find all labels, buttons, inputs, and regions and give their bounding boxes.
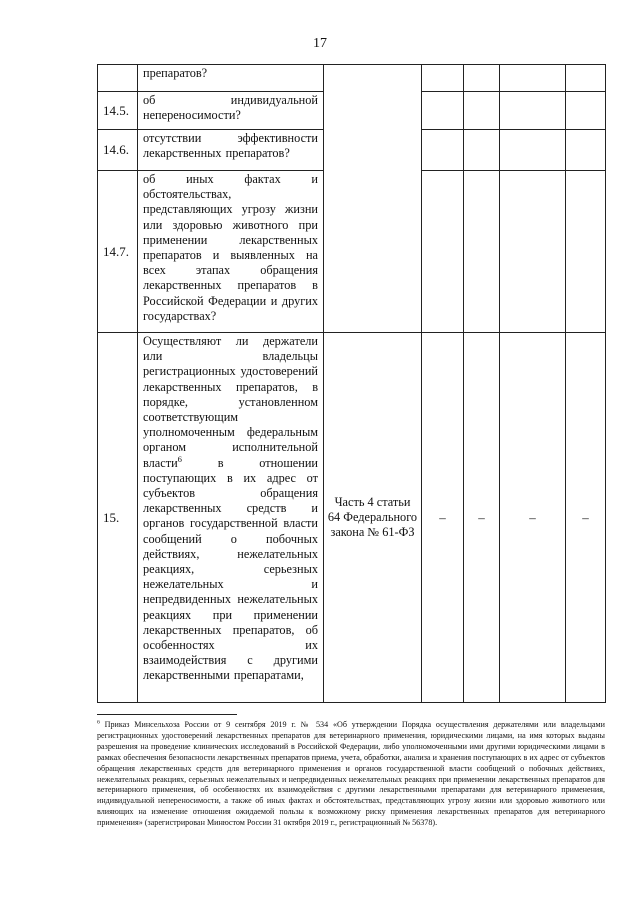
row-question: об иных фактах и обстоятельствах, представляющих угрозу жизни или здоровью животного при применении лекарственных препаратов и выявленных на всех этапах обращения лекарственных препаратов в Российской Федерации и других государствах?: [138, 171, 324, 333]
footnote-reference: 6: [177, 453, 182, 464]
page-number: 17: [313, 36, 327, 51]
answer-yes-cell: [422, 92, 464, 130]
answer-note-cell: [566, 92, 606, 130]
answer-not-applicable-cell: [500, 65, 566, 92]
row-question: отсутствии эффективности лекарственных препаратов?: [138, 130, 324, 171]
answer-yes-cell: [422, 65, 464, 92]
answer-yes-cell: –: [422, 333, 464, 703]
answer-not-applicable-cell: [500, 130, 566, 171]
row-question: об индивидуальной непереносимости?: [138, 92, 324, 130]
answer-no-cell: [464, 171, 500, 333]
answer-no-cell: [464, 130, 500, 171]
footnote-marker: 6: [97, 719, 100, 726]
answer-note-cell: –: [566, 333, 606, 703]
footnote: [97, 720, 605, 829]
row-question-part-1: Осуществляют ли держатели или владельцы регистрационных удостоверений лекарственных препаратов, в порядке, установленном соответствующим уполномоченным федеральным органом исполнительной власти: [143, 334, 318, 470]
answer-note-cell: [566, 130, 606, 171]
row-question: препаратов?: [138, 65, 324, 92]
table-row: [98, 333, 606, 703]
answer-note-cell: [566, 171, 606, 333]
answer-not-applicable-cell: [500, 171, 566, 333]
row-number: 14.5.: [98, 92, 138, 130]
footnote-divider: [97, 714, 237, 715]
answer-yes-cell: [422, 171, 464, 333]
row-question-part-2: в отношении поступающих в их адрес от субъектов обращения лекарственных средств и органов государственной власти сообщений о побочных действиях, нежелательных реакциях, серьезных нежелательных и непредвиденных нежелательных реакциях при применении лекарственных препаратов, об особенностях их взаимодействия с другими лекарственными препаратами,: [143, 455, 318, 683]
checklist-table: [97, 64, 606, 703]
answer-no-cell: [464, 65, 500, 92]
answer-no-cell: –: [464, 333, 500, 703]
row-number: 14.6.: [98, 130, 138, 171]
legal-reference-cell: Часть 4 статьи 64 Федерального закона № 61-ФЗ: [324, 333, 422, 703]
table-row: [98, 65, 606, 92]
answer-no-cell: [464, 92, 500, 130]
row-number: [98, 65, 138, 92]
row-number: 15.: [98, 333, 138, 703]
footnote-text: Приказ Минсельхоза России от 9 сентября 2019 г. № 534 «Об утверждении Порядка осуществления держателями или владельцами регистрационных удостоверений лекарственных препаратов для ветеринарного применения, юридическими лицами, на имя которых выданы разрешения на проведение клинических исследований в Российской Федерации, либо уполномоченными ими другими юридическими лицами в рамках обеспечения безопасности лекарственных препаратов приема, учета, обработки, анализа и хранения поступающих в их адрес от субъектов обращения лекарственных средств для ветеринарного применения и органов государственной власти сообщений о побочных действиях, нежелательных реакциях, серьезных нежелательных и непредвиденных нежелательных реакциях при применении лекарственных препаратов для ветеринарного применения, об особенностях их взаимодействия с другими лекарственными препаратами для ветеринарного применения, индивидуальной непереносимости, а также об иных фактах и обстоятельствах, представляющих угрозу жизни или здоровью животного или влияющих на изменение отношения ожидаемой пользы к возможному риску применения лекарственных препаратов для ветеринарного применения» (зарегистрирован Минюстом России 31 октября 2019 г., регистрационный № 56378).: [97, 720, 605, 828]
row-number: 14.7.: [98, 171, 138, 333]
answer-note-cell: [566, 65, 606, 92]
answer-not-applicable-cell: –: [500, 333, 566, 703]
legal-reference-cell: [324, 65, 422, 333]
answer-yes-cell: [422, 130, 464, 171]
row-question: [138, 333, 324, 703]
answer-not-applicable-cell: [500, 92, 566, 130]
